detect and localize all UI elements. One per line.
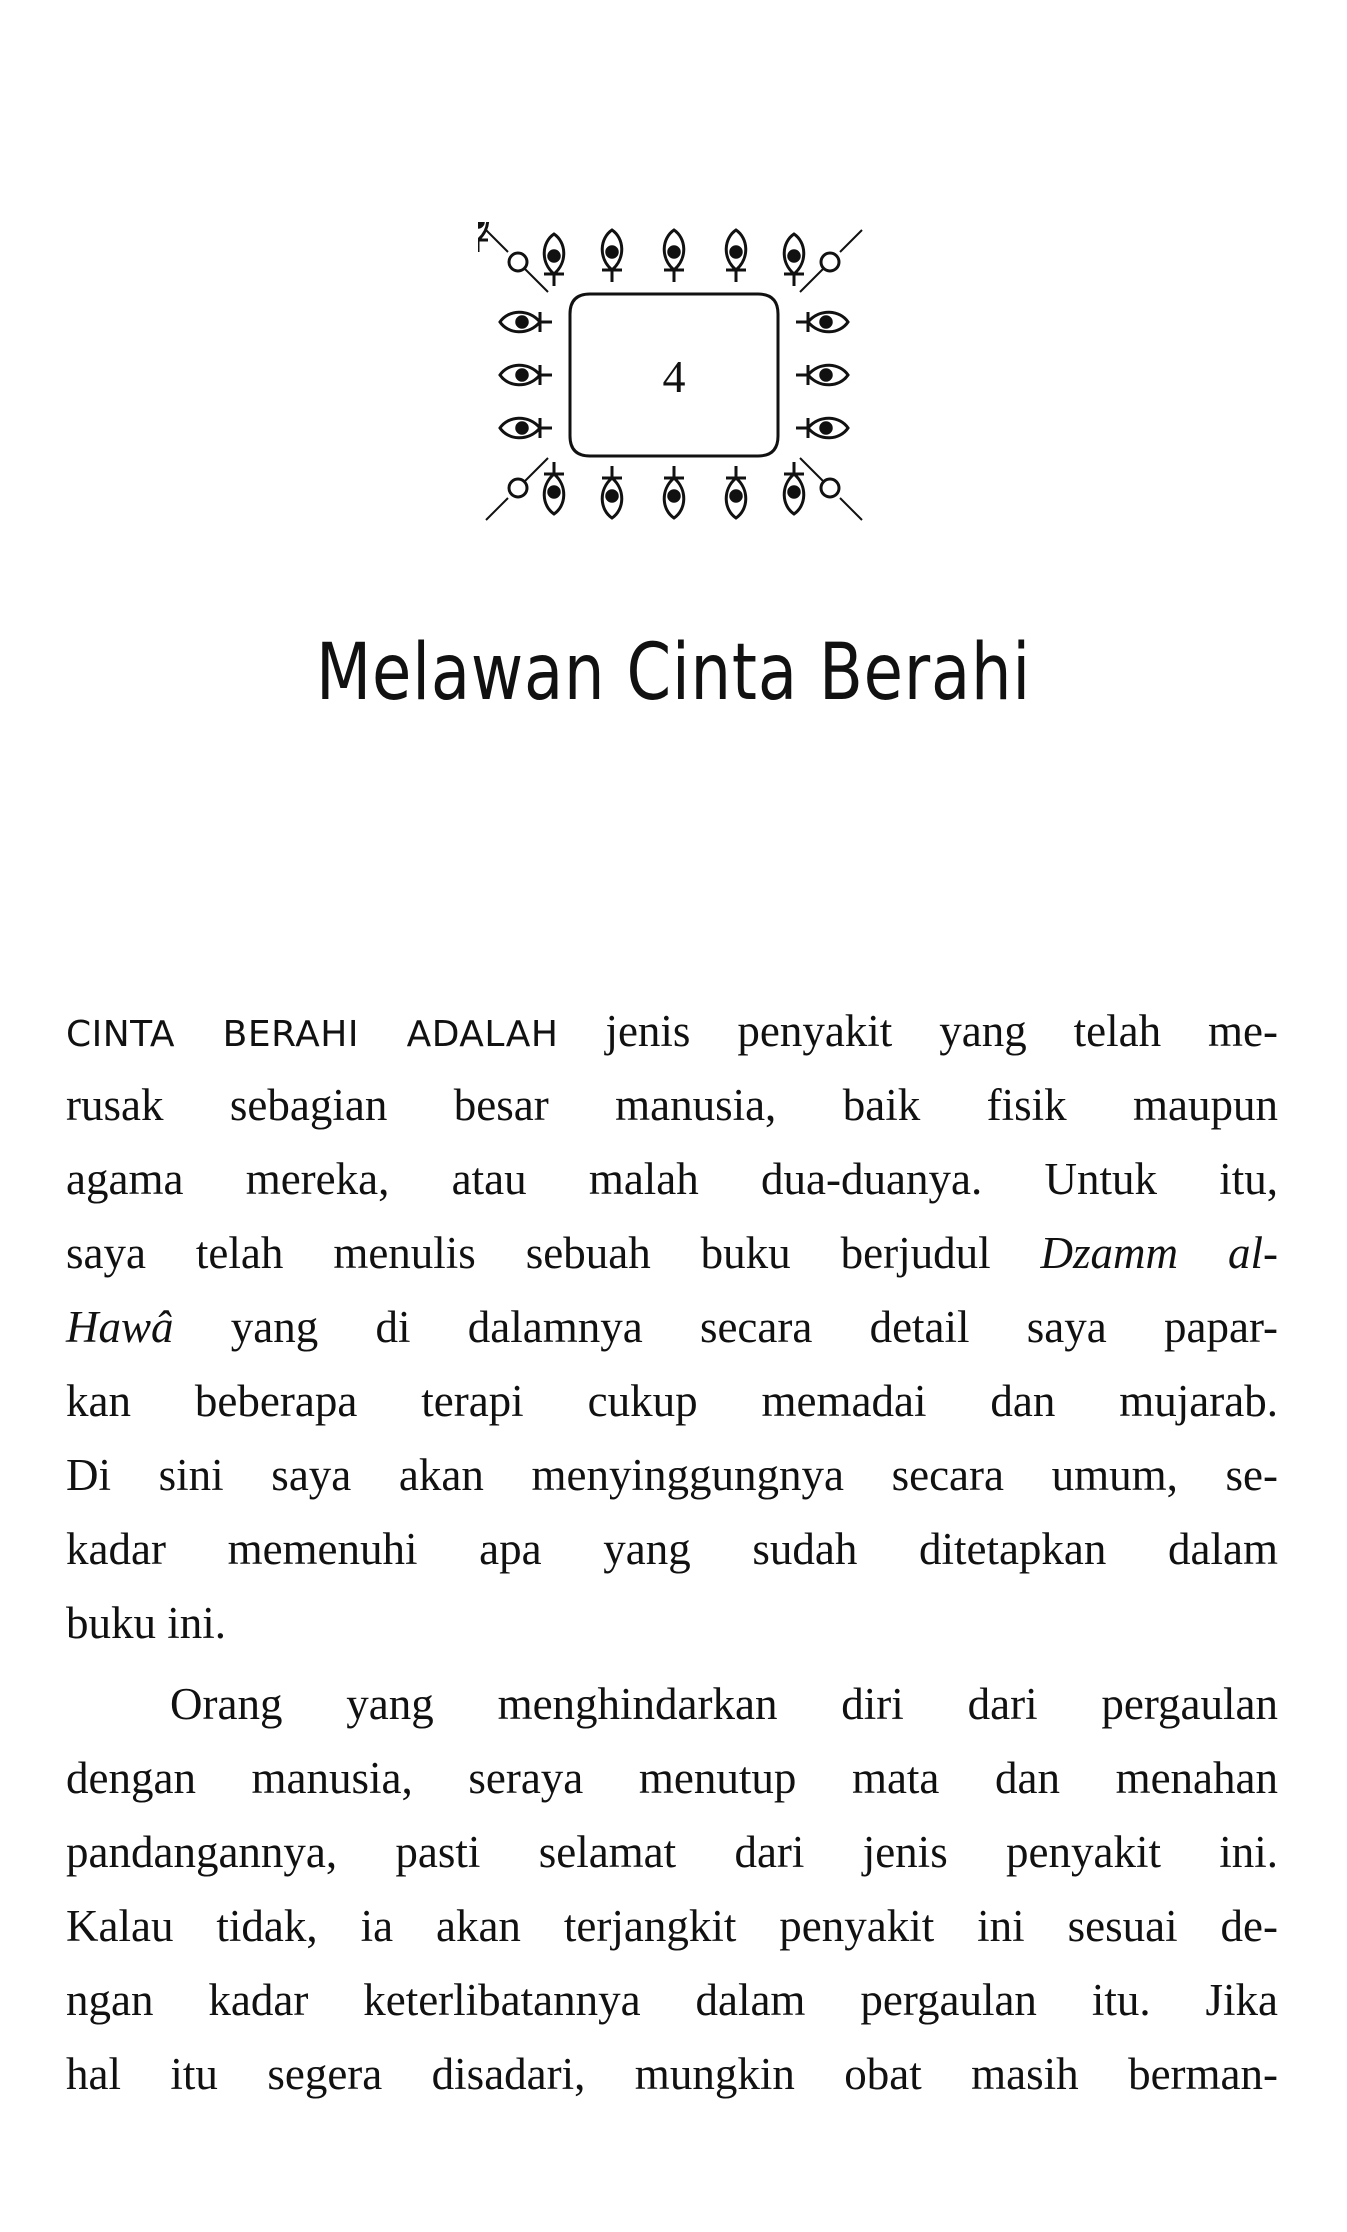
text-line: kadar memenuhi apa yang sudah ditetapkan dalam (66, 1524, 1278, 1574)
text-line: kan beberapa terapi cukup memadai dan mujarab. (66, 1376, 1278, 1426)
lead-in-small-caps: CINTA BERAHI ADALAH (66, 1014, 559, 1055)
text-line: Hawâ yang di dalamnya secara detail saya papar- (66, 1302, 1279, 1352)
book-title-italic: Dzamm al- (1040, 1228, 1278, 1278)
text-line: buku ini. (66, 1598, 227, 1648)
text-line: pandangannya, pasti selamat dari jenis penyakit ini. (66, 1827, 1278, 1877)
text-line: CINTA BERAHI ADALAH jenis penyakit yang telah me- (66, 1006, 1278, 1056)
text-line: saya telah menulis sebuah buku berjudul Dzamm al- (66, 1228, 1278, 1278)
text-line: dengan manusia, seraya menutup mata dan menahan (66, 1753, 1278, 1803)
text-line: Di sini saya akan menyinggungnya secara umum, se- (66, 1450, 1278, 1500)
text-line: Orang yang menghindarkan diri dari pergaulan (170, 1679, 1278, 1729)
chapter-ornament (478, 222, 870, 528)
chapter-title: Melawan Cinta Berahi (316, 628, 1031, 718)
text-line: Kalau tidak, ia akan terjangkit penyakit ini sesuai de- (66, 1901, 1278, 1951)
text-line: rusak sebagian besar manusia, baik fisik maupun (66, 1080, 1278, 1130)
text-line: ngan kadar keterlibatannya dalam pergaulan itu. Jika (66, 1975, 1278, 2025)
book-title-italic: Hawâ (66, 1302, 174, 1352)
text-line: agama mereka, atau malah dua-duanya. Untuk itu, (66, 1154, 1278, 1204)
chapter-number: 4 (662, 351, 686, 402)
text-line: hal itu segera disadari, mungkin obat masih berman- (66, 2049, 1278, 2099)
